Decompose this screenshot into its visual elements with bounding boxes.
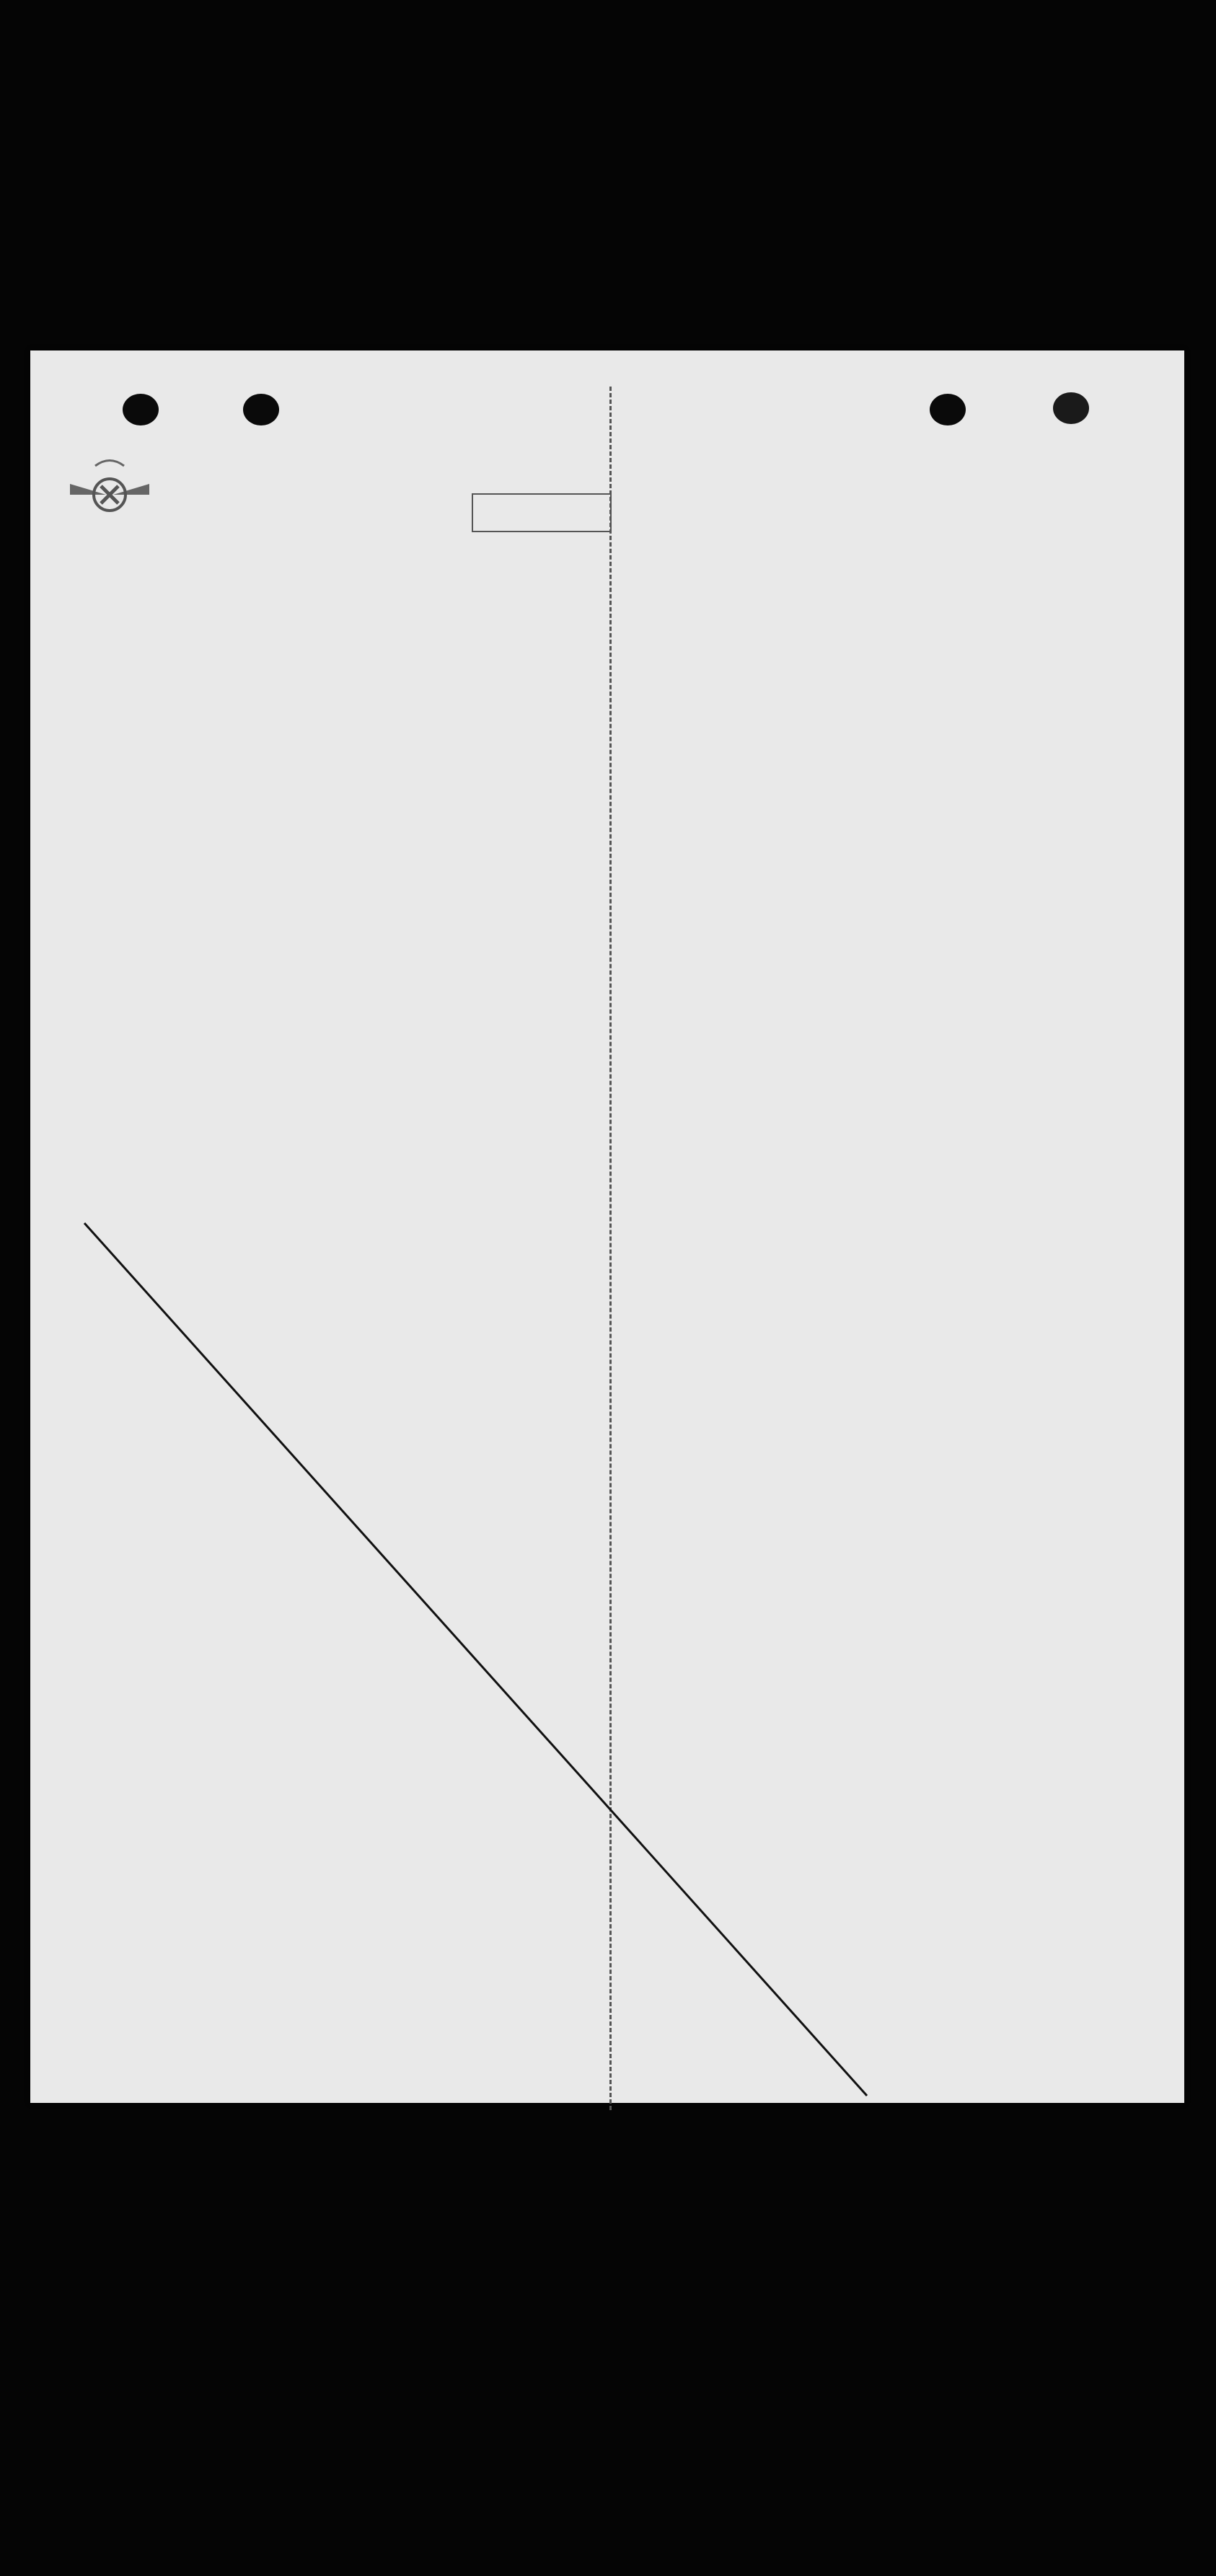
diagonal-strike-line <box>30 350 1184 2103</box>
manifest-sheet <box>30 350 1184 2103</box>
